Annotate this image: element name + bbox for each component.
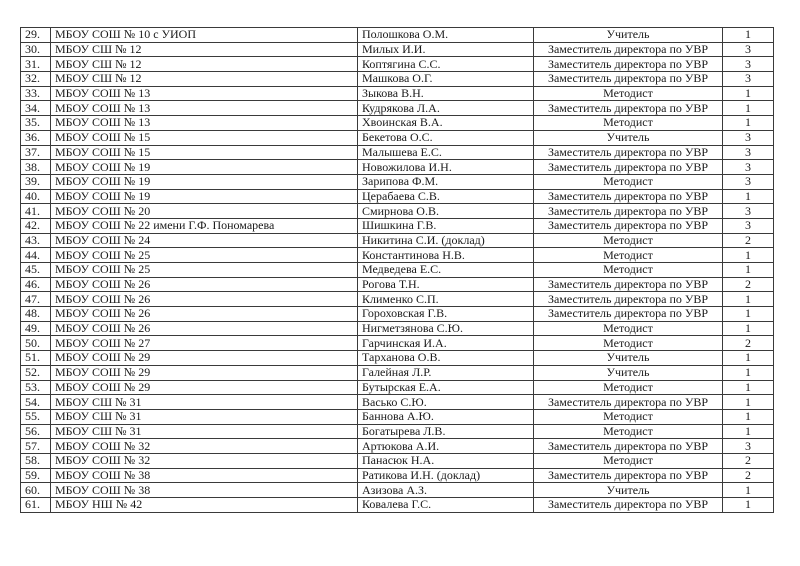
person-name-cell: Церабаева С.В. xyxy=(358,189,534,204)
person-name-cell: Бутырская Е.А. xyxy=(358,380,534,395)
person-name-cell: Гарчинская И.А. xyxy=(358,336,534,351)
count-cell: 3 xyxy=(723,145,774,160)
row-number: 29. xyxy=(21,28,51,43)
row-number: 48. xyxy=(21,307,51,322)
person-name-cell: Бекетова О.С. xyxy=(358,130,534,145)
person-name-cell: Коптягина С.С. xyxy=(358,57,534,72)
role-cell: Заместитель директора по УВР xyxy=(534,292,723,307)
table-row xyxy=(21,336,774,351)
row-number: 60. xyxy=(21,483,51,498)
row-number: 55. xyxy=(21,409,51,424)
row-number: 59. xyxy=(21,468,51,483)
count-cell: 1 xyxy=(723,498,774,513)
role-cell: Заместитель директора по УВР xyxy=(534,498,723,513)
table-row xyxy=(21,395,774,410)
school-cell: МБОУ СОШ № 24 xyxy=(51,233,358,248)
person-name-cell: Артюкова А.И. xyxy=(358,439,534,454)
count-cell: 1 xyxy=(723,292,774,307)
school-cell: МБОУ СОШ № 26 xyxy=(51,277,358,292)
row-number: 43. xyxy=(21,233,51,248)
person-name-cell: Клименко С.П. xyxy=(358,292,534,307)
row-number: 61. xyxy=(21,498,51,513)
table-row xyxy=(21,86,774,101)
school-cell: МБОУ СШ № 12 xyxy=(51,72,358,87)
person-name-cell: Малышева Е.С. xyxy=(358,145,534,160)
role-cell: Заместитель директора по УВР xyxy=(534,160,723,175)
school-cell: МБОУ СОШ № 19 xyxy=(51,174,358,189)
table-row xyxy=(21,42,774,57)
row-number: 46. xyxy=(21,277,51,292)
role-cell: Заместитель директора по УВР xyxy=(534,145,723,160)
table-row xyxy=(21,307,774,322)
role-cell: Методист xyxy=(534,453,723,468)
role-cell: Заместитель директора по УВР xyxy=(534,204,723,219)
role-cell: Заместитель директора по УВР xyxy=(534,101,723,116)
role-cell: Заместитель директора по УВР xyxy=(534,72,723,87)
school-cell: МБОУ СОШ № 20 xyxy=(51,204,358,219)
school-cell: МБОУ СОШ № 25 xyxy=(51,263,358,278)
table-row xyxy=(21,483,774,498)
person-name-cell: Новожилова И.Н. xyxy=(358,160,534,175)
table-row xyxy=(21,365,774,380)
table-row xyxy=(21,351,774,366)
count-cell: 3 xyxy=(723,204,774,219)
table-row xyxy=(21,116,774,131)
row-number: 35. xyxy=(21,116,51,131)
role-cell: Учитель xyxy=(534,483,723,498)
school-cell: МБОУ СОШ № 10 с УИОП xyxy=(51,28,358,43)
school-cell: МБОУ СОШ № 38 xyxy=(51,468,358,483)
count-cell: 1 xyxy=(723,395,774,410)
role-cell: Заместитель директора по УВР xyxy=(534,468,723,483)
row-number: 52. xyxy=(21,365,51,380)
table-row xyxy=(21,189,774,204)
person-name-cell: Зарипова Ф.М. xyxy=(358,174,534,189)
count-cell: 1 xyxy=(723,321,774,336)
count-cell: 3 xyxy=(723,42,774,57)
row-number: 33. xyxy=(21,86,51,101)
table-row xyxy=(21,453,774,468)
count-cell: 3 xyxy=(723,72,774,87)
table-row xyxy=(21,101,774,116)
school-cell: МБОУ СОШ № 13 xyxy=(51,86,358,101)
school-cell: МБОУ СОШ № 13 xyxy=(51,101,358,116)
person-name-cell: Богатырева Л.В. xyxy=(358,424,534,439)
role-cell: Учитель xyxy=(534,351,723,366)
table-row xyxy=(21,409,774,424)
school-cell: МБОУ СОШ № 29 xyxy=(51,351,358,366)
table-row xyxy=(21,174,774,189)
school-cell: МБОУ СОШ № 26 xyxy=(51,307,358,322)
person-name-cell: Панасюк Н.А. xyxy=(358,453,534,468)
row-number: 42. xyxy=(21,218,51,233)
school-cell: МБОУ СОШ № 15 xyxy=(51,145,358,160)
person-name-cell: Смирнова О.В. xyxy=(358,204,534,219)
person-name-cell: Константинова Н.В. xyxy=(358,248,534,263)
person-name-cell: Никитина С.И. (доклад) xyxy=(358,233,534,248)
role-cell: Методист xyxy=(534,263,723,278)
school-cell: МБОУ СОШ № 25 xyxy=(51,248,358,263)
person-name-cell: Гороховская Г.В. xyxy=(358,307,534,322)
school-cell: МБОУ СОШ № 13 xyxy=(51,116,358,131)
role-cell: Методист xyxy=(534,233,723,248)
role-cell: Заместитель директора по УВР xyxy=(534,307,723,322)
role-cell: Методист xyxy=(534,174,723,189)
role-cell: Заместитель директора по УВР xyxy=(534,395,723,410)
table-row xyxy=(21,468,774,483)
school-cell: МБОУ СШ № 12 xyxy=(51,57,358,72)
table-row xyxy=(21,424,774,439)
row-number: 40. xyxy=(21,189,51,204)
count-cell: 1 xyxy=(723,116,774,131)
count-cell: 3 xyxy=(723,160,774,175)
count-cell: 1 xyxy=(723,86,774,101)
table-body xyxy=(21,28,774,513)
row-number: 34. xyxy=(21,101,51,116)
count-cell: 3 xyxy=(723,174,774,189)
row-number: 56. xyxy=(21,424,51,439)
school-cell: МБОУ СОШ № 38 xyxy=(51,483,358,498)
role-cell: Учитель xyxy=(534,365,723,380)
table-row xyxy=(21,72,774,87)
count-cell: 2 xyxy=(723,468,774,483)
role-cell: Методист xyxy=(534,321,723,336)
person-name-cell: Машкова О.Г. xyxy=(358,72,534,87)
role-cell: Методист xyxy=(534,336,723,351)
table-row xyxy=(21,204,774,219)
count-cell: 1 xyxy=(723,263,774,278)
count-cell: 2 xyxy=(723,453,774,468)
person-name-cell: Рогова Т.Н. xyxy=(358,277,534,292)
person-name-cell: Хвоинская В.А. xyxy=(358,116,534,131)
count-cell: 1 xyxy=(723,409,774,424)
table-row xyxy=(21,130,774,145)
role-cell: Методист xyxy=(534,116,723,131)
role-cell: Заместитель директора по УВР xyxy=(534,42,723,57)
row-number: 30. xyxy=(21,42,51,57)
count-cell: 3 xyxy=(723,218,774,233)
person-name-cell: Тарханова О.В. xyxy=(358,351,534,366)
person-name-cell: Милых И.И. xyxy=(358,42,534,57)
row-number: 53. xyxy=(21,380,51,395)
person-name-cell: Ковалева Г.С. xyxy=(358,498,534,513)
school-cell: МБОУ СОШ № 26 xyxy=(51,292,358,307)
row-number: 47. xyxy=(21,292,51,307)
school-cell: МБОУ СОШ № 19 xyxy=(51,189,358,204)
table-row xyxy=(21,292,774,307)
row-number: 39. xyxy=(21,174,51,189)
count-cell: 2 xyxy=(723,277,774,292)
school-cell: МБОУ СОШ № 32 xyxy=(51,453,358,468)
count-cell: 3 xyxy=(723,130,774,145)
table-row xyxy=(21,28,774,43)
row-number: 37. xyxy=(21,145,51,160)
role-cell: Заместитель директора по УВР xyxy=(534,189,723,204)
school-cell: МБОУ СОШ № 19 xyxy=(51,160,358,175)
role-cell: Учитель xyxy=(534,130,723,145)
table-row xyxy=(21,277,774,292)
table-row xyxy=(21,160,774,175)
role-cell: Заместитель директора по УВР xyxy=(534,57,723,72)
count-cell: 1 xyxy=(723,365,774,380)
count-cell: 1 xyxy=(723,424,774,439)
row-number: 49. xyxy=(21,321,51,336)
row-number: 54. xyxy=(21,395,51,410)
count-cell: 3 xyxy=(723,57,774,72)
school-cell: МБОУ СШ № 12 xyxy=(51,42,358,57)
table-row xyxy=(21,145,774,160)
row-number: 31. xyxy=(21,57,51,72)
row-number: 45. xyxy=(21,263,51,278)
role-cell: Заместитель директора по УВР xyxy=(534,277,723,292)
school-cell: МБОУ НШ № 42 xyxy=(51,498,358,513)
person-name-cell: Кудрякова Л.А. xyxy=(358,101,534,116)
row-number: 41. xyxy=(21,204,51,219)
table-row xyxy=(21,248,774,263)
count-cell: 2 xyxy=(723,336,774,351)
person-name-cell: Васько С.Ю. xyxy=(358,395,534,410)
count-cell: 3 xyxy=(723,439,774,454)
count-cell: 1 xyxy=(723,351,774,366)
count-cell: 1 xyxy=(723,248,774,263)
count-cell: 1 xyxy=(723,28,774,43)
count-cell: 2 xyxy=(723,233,774,248)
person-name-cell: Зыкова В.Н. xyxy=(358,86,534,101)
participants-table xyxy=(20,27,774,513)
table-row xyxy=(21,439,774,454)
table-row xyxy=(21,321,774,336)
role-cell: Методист xyxy=(534,380,723,395)
table-row xyxy=(21,218,774,233)
role-cell: Заместитель директора по УВР xyxy=(534,439,723,454)
table-row xyxy=(21,57,774,72)
table-row xyxy=(21,380,774,395)
count-cell: 1 xyxy=(723,380,774,395)
person-name-cell: Галейная Л.Р. xyxy=(358,365,534,380)
school-cell: МБОУ СОШ № 27 xyxy=(51,336,358,351)
school-cell: МБОУ СОШ № 32 xyxy=(51,439,358,454)
role-cell: Методист xyxy=(534,248,723,263)
role-cell: Методист xyxy=(534,424,723,439)
role-cell: Методист xyxy=(534,86,723,101)
role-cell: Заместитель директора по УВР xyxy=(534,218,723,233)
school-cell: МБОУ СОШ № 29 xyxy=(51,380,358,395)
school-cell: МБОУ СШ № 31 xyxy=(51,424,358,439)
school-cell: МБОУ СОШ № 15 xyxy=(51,130,358,145)
person-name-cell: Нигметзянова С.Ю. xyxy=(358,321,534,336)
school-cell: МБОУ СОШ № 29 xyxy=(51,365,358,380)
table-row xyxy=(21,233,774,248)
person-name-cell: Полошкова О.М. xyxy=(358,28,534,43)
person-name-cell: Ратикова И.Н. (доклад) xyxy=(358,468,534,483)
person-name-cell: Азизова А.З. xyxy=(358,483,534,498)
row-number: 32. xyxy=(21,72,51,87)
school-cell: МБОУ СОШ № 22 имени Г.Ф. Пономарева xyxy=(51,218,358,233)
table-row xyxy=(21,263,774,278)
row-number: 51. xyxy=(21,351,51,366)
person-name-cell: Шишкина Г.В. xyxy=(358,218,534,233)
role-cell: Учитель xyxy=(534,28,723,43)
count-cell: 1 xyxy=(723,307,774,322)
count-cell: 1 xyxy=(723,189,774,204)
row-number: 38. xyxy=(21,160,51,175)
school-cell: МБОУ СОШ № 26 xyxy=(51,321,358,336)
school-cell: МБОУ СШ № 31 xyxy=(51,395,358,410)
table-row xyxy=(21,498,774,513)
row-number: 36. xyxy=(21,130,51,145)
person-name-cell: Медведева Е.С. xyxy=(358,263,534,278)
count-cell: 1 xyxy=(723,483,774,498)
row-number: 58. xyxy=(21,453,51,468)
school-cell: МБОУ СШ № 31 xyxy=(51,409,358,424)
row-number: 44. xyxy=(21,248,51,263)
row-number: 50. xyxy=(21,336,51,351)
role-cell: Методист xyxy=(534,409,723,424)
count-cell: 1 xyxy=(723,101,774,116)
row-number: 57. xyxy=(21,439,51,454)
person-name-cell: Баннова А.Ю. xyxy=(358,409,534,424)
